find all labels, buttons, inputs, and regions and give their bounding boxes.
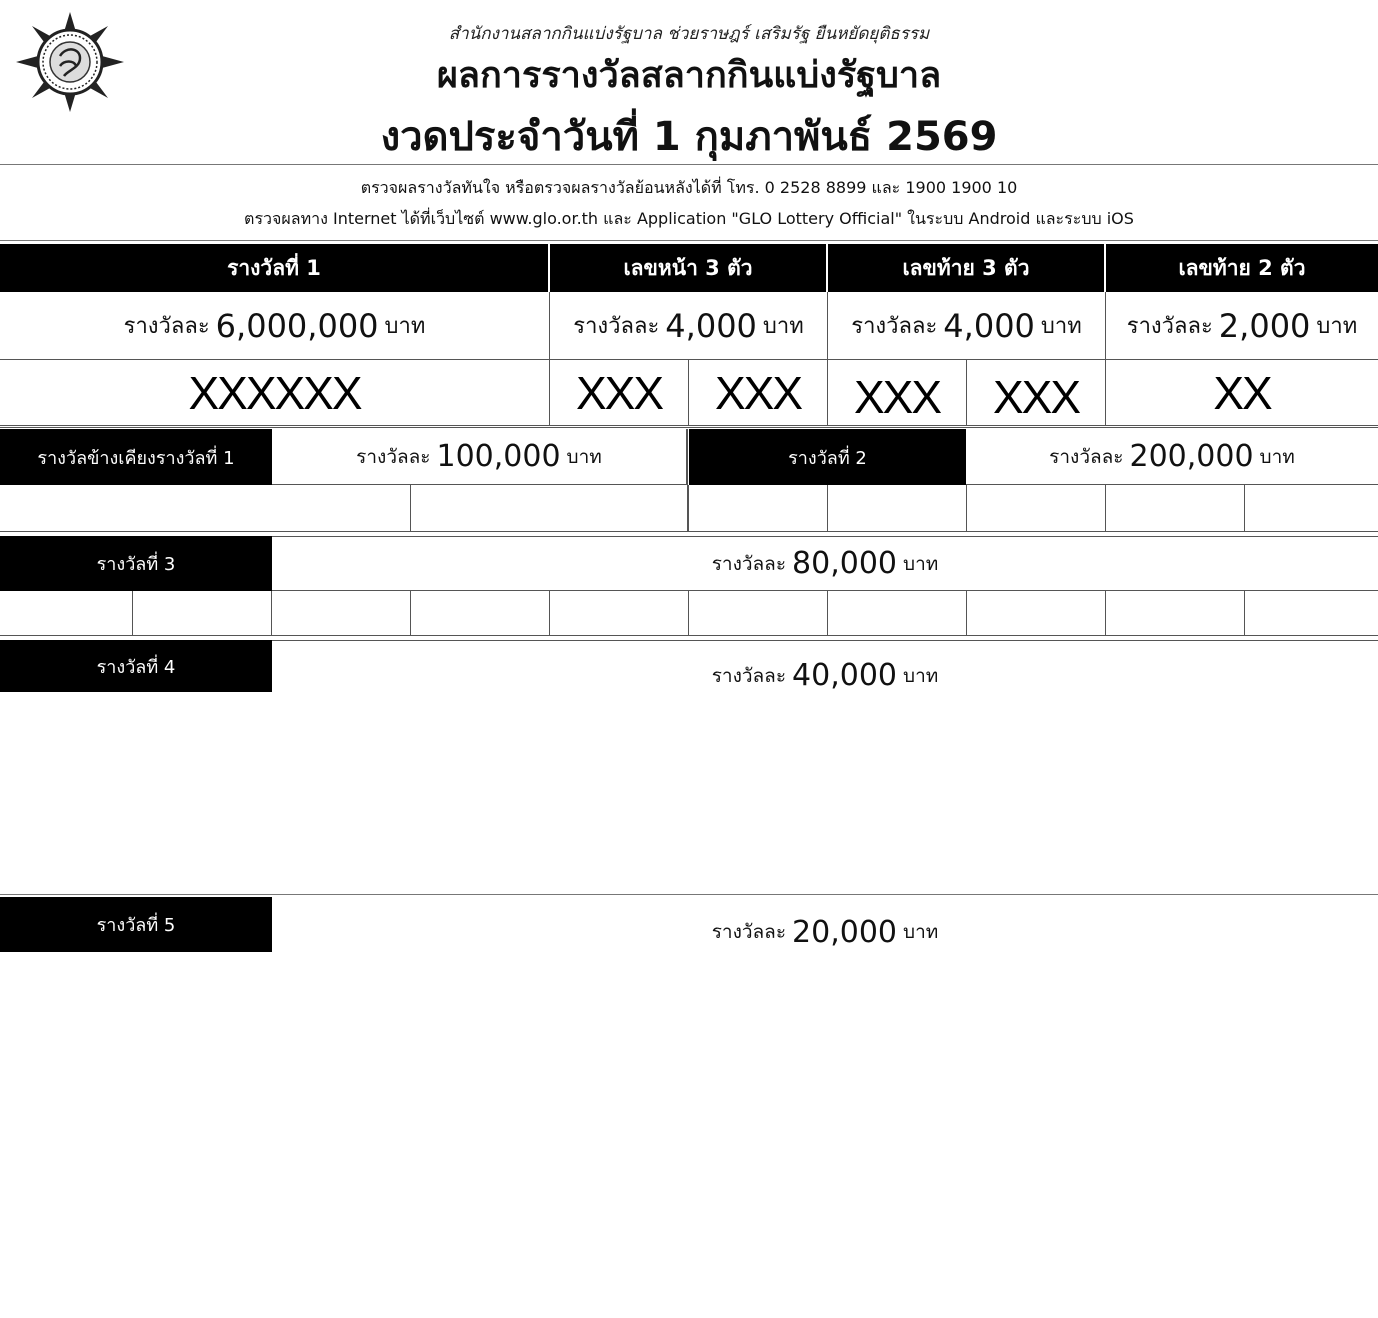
front3-number-2: XXX bbox=[689, 360, 828, 426]
prize5-header: รางวัลที่ 5 bbox=[0, 897, 272, 952]
prize3-number-2 bbox=[133, 591, 272, 636]
front3-header: เลขหน้า 3 ตัว bbox=[550, 244, 826, 292]
prize3-number-7 bbox=[828, 591, 967, 636]
last3-number-2: XXX bbox=[967, 360, 1106, 426]
draw-date-title: งวดประจำวันที่ 1 กุมภาพันธ์ 2569 bbox=[380, 114, 998, 160]
prize2-number-4 bbox=[1106, 485, 1245, 532]
phone-info-text: ตรวจผลรางวัลทันใจ หรือตรวจผลรางวัลย้อนหลังได้ที่ โทร. 0 2528 8899 และ 1900 1900 10 bbox=[360, 178, 1018, 197]
web-info-text: ตรวจผลทาง Internet ได้ที่เว็บไซต์ www.glo.or.th และ Application "GLO Lottery Official" ในระบบ Android และระบบ iOS bbox=[244, 209, 1134, 228]
prize3-amount: รางวัลละ 80,000 บาท bbox=[272, 536, 1378, 591]
motto-text: สำนักงานสลากกินแบ่งรัฐบาล ช่วยราษฎร์ เสริมรัฐ ยืนหยัดยุติธรรม bbox=[448, 24, 930, 44]
info-divider bbox=[0, 240, 1378, 241]
last3-amount: รางวัลละ 4,000 บาท bbox=[828, 292, 1106, 360]
prize2-number-5 bbox=[1245, 485, 1378, 532]
prize4-header: รางวัลที่ 4 bbox=[0, 640, 272, 692]
prize5-divider bbox=[0, 894, 1378, 895]
prize3-number-8 bbox=[967, 591, 1106, 636]
prize2-number-3 bbox=[967, 485, 1106, 532]
prize3-header: รางวัลที่ 3 bbox=[0, 536, 272, 591]
last2-number: XX bbox=[1106, 360, 1378, 426]
prize2-amount: รางวัลละ 200,000 บาท bbox=[966, 429, 1378, 485]
prize1-number: XXXXXX bbox=[0, 360, 550, 426]
prize3-number-10 bbox=[1245, 591, 1378, 636]
last2-amount: รางวัลละ 2,000 บาท bbox=[1106, 292, 1378, 360]
prize3-number-3 bbox=[272, 591, 411, 636]
prize1-amount: รางวัลละ 6,000,000 บาท bbox=[0, 292, 550, 360]
front3-number-1: XXX bbox=[550, 360, 689, 426]
prize1-header: รางวัลที่ 1 bbox=[0, 244, 548, 292]
glo-emblem-logo bbox=[14, 10, 126, 114]
prize5-numbers-area bbox=[0, 967, 1378, 1307]
front3-amount: รางวัลละ 4,000 บาท bbox=[550, 292, 828, 360]
prize3-number-1 bbox=[0, 591, 133, 636]
prize3-number-4 bbox=[411, 591, 550, 636]
near-first-number-2 bbox=[411, 485, 689, 532]
last2-header: เลขท้าย 2 ตัว bbox=[1106, 244, 1378, 292]
prize3-number-6 bbox=[689, 591, 828, 636]
prize4-numbers-area bbox=[0, 710, 1378, 896]
header-divider bbox=[0, 164, 1378, 165]
prize5-amount: รางวัลละ 20,000 บาท bbox=[711, 914, 939, 950]
prize2-number-2 bbox=[828, 485, 967, 532]
near-first-number-1 bbox=[0, 485, 411, 532]
prize2-header: รางวัลที่ 2 bbox=[689, 429, 966, 485]
page-title: ผลการรางวัลสลากกินแบ่งรัฐบาล bbox=[436, 55, 942, 96]
section-line bbox=[0, 427, 1378, 428]
prize3-number-5 bbox=[550, 591, 689, 636]
prize3-number-9 bbox=[1106, 591, 1245, 636]
prize2-number-1 bbox=[689, 485, 828, 532]
prize4-amount: รางวัลละ 40,000 บาท bbox=[272, 640, 1378, 710]
near-first-header: รางวัลข้างเคียงรางวัลที่ 1 bbox=[0, 429, 272, 485]
near-first-amount: รางวัลละ 100,000 บาท bbox=[272, 429, 688, 485]
last3-number-1: XXX bbox=[828, 360, 967, 426]
last3-header: เลขท้าย 3 ตัว bbox=[828, 244, 1104, 292]
